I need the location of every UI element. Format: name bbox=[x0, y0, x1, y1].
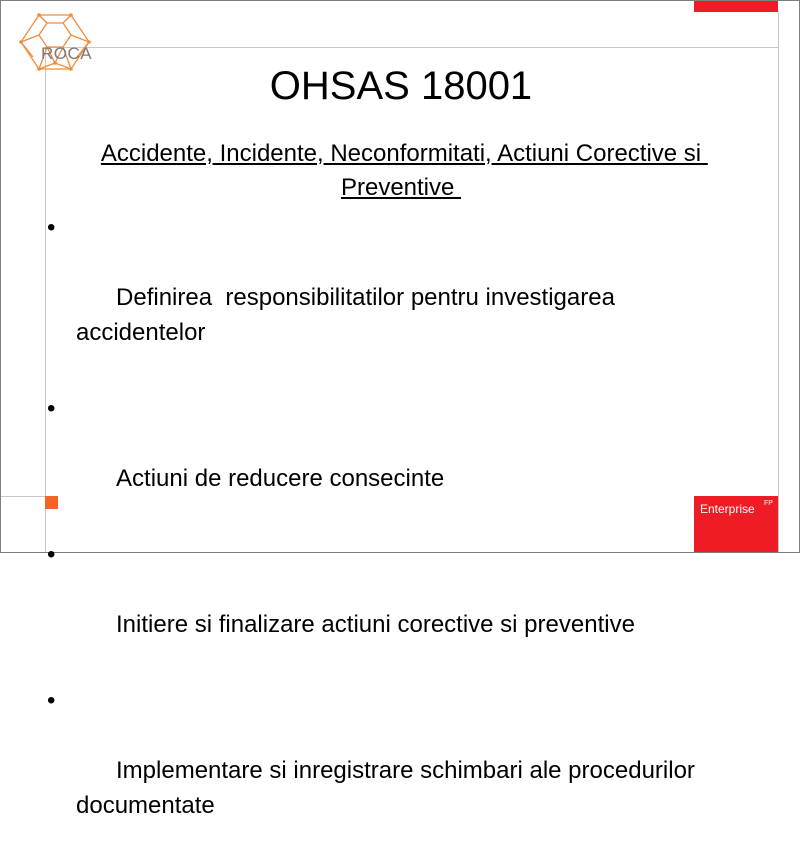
frame-left-line bbox=[45, 47, 46, 552]
logo-text: ROCA bbox=[41, 44, 93, 63]
enterprise-badge bbox=[694, 496, 778, 552]
top-red-tab bbox=[694, 1, 778, 12]
enterprise-mark: FP bbox=[764, 500, 773, 507]
frame-top-line bbox=[45, 47, 778, 48]
frame-bottom-left-line bbox=[1, 496, 45, 497]
bullet-text: Actiuni de reducere consecinte bbox=[116, 465, 445, 492]
bullet-list bbox=[47, 210, 747, 864]
roca-logo bbox=[19, 13, 91, 71]
bullet-dot: • bbox=[47, 395, 56, 422]
bullet-text: Definirea responsibilitatilor pentru investigarea accidentelor bbox=[76, 284, 622, 346]
bullet-dot: • bbox=[47, 214, 56, 241]
slide-subtitle: Accidente, Incidente, Neconformitati, Actiuni Corective si Preventive bbox=[100, 140, 708, 201]
bullet-text: Initiere si finalizare actiuni corective si preventive bbox=[116, 611, 635, 638]
list-item bbox=[47, 210, 747, 385]
list-item bbox=[47, 683, 747, 858]
bullet-dot: • bbox=[47, 687, 56, 714]
slide-title: OHSAS 18001 bbox=[269, 64, 533, 108]
bullet-text: Implementare si inregistrare schimbari ale procedurilor documentate bbox=[76, 757, 702, 819]
enterprise-label: Enterprise bbox=[700, 502, 755, 516]
list-item bbox=[47, 391, 747, 531]
list-item bbox=[47, 537, 747, 677]
bullet-dot: • bbox=[47, 541, 56, 568]
